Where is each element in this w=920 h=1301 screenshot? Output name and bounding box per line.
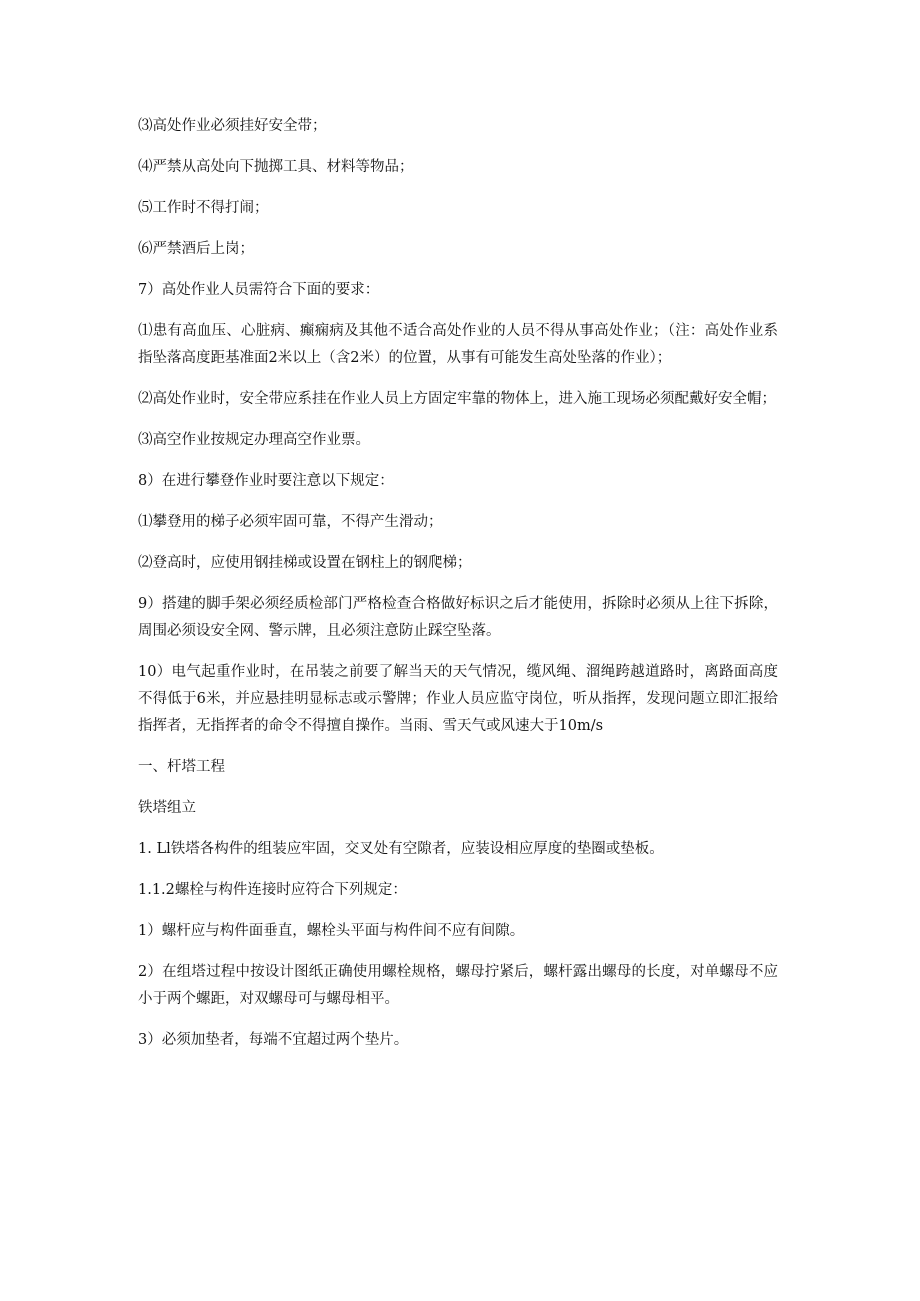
- document-body: [138, 113, 778, 1068]
- paragraph-harness: ⑶高处作业必须挂好安全带；: [138, 118, 327, 134]
- paragraph-bolt-rule-3: 3）必须加垫者，每端不宜超过两个垫片。: [138, 1032, 409, 1048]
- section-8-heading: 8）在进行攀登作业时要注意以下规定：: [138, 473, 394, 489]
- section-9-scaffold: 9）搭建的脚手架必须经质检部门严格检查合格做好标识之后才能使用，拆除时必须从上往下拆除，周围必须设安全网、警示牌，且必须注意防止踩空坠落。: [138, 596, 778, 639]
- paragraph-bolt-rule-1: 1）螺杆应与构件面垂直，螺栓头平面与构件间不应有间隙。: [138, 923, 525, 939]
- paragraph-ladder: ⑴攀登用的梯子必须牢固可靠，不得产生滑动；: [138, 514, 443, 530]
- section-7-heading: 7）高处作业人员需符合下面的要求：: [138, 282, 380, 298]
- paragraph-component-assembly: 1. Ll铁塔各构件的组装应牢固，交叉处有空隙者，应装设相应厚度的垫圈或垫板。: [138, 841, 664, 857]
- subheading-tower-assembly: 铁塔组立: [138, 800, 196, 816]
- paragraph-safety-belt: ⑵高处作业时，安全带应系挂在作业人员上方固定牢靠的物体上，进入施工现场必须配戴好安全帽；: [138, 391, 776, 407]
- chapter-heading-tower-works: 一、杆塔工程: [138, 759, 225, 775]
- paragraph-no-horseplay: ⑸工作时不得打闹；: [138, 200, 269, 216]
- paragraph-no-alcohol: ⑹严禁酒后上岗；: [138, 241, 254, 257]
- paragraph-no-throwing: ⑷严禁从高处向下抛掷工具、材料等物品；: [138, 159, 414, 175]
- paragraph-bolt-rules-heading: 1.1.2螺栓与构件连接时应符合下列规定：: [138, 882, 407, 898]
- paragraph-work-permit: ⑶高空作业按规定办理高空作业票。: [138, 432, 370, 448]
- paragraph-climbing-ladder: ⑵登高时，应使用钢挂梯或设置在钢柱上的钢爬梯；: [138, 555, 472, 571]
- paragraph-bolt-rule-2: 2）在组塔过程中按设计图纸正确使用螺栓规格，螺母拧紧后，螺杆露出螺母的长度，对单螺母不应小于两个螺距，对双螺母可与螺母相平。: [138, 964, 778, 1007]
- paragraph-health-requirement: ⑴患有高血压、心脏病、癫痫病及其他不适合高处作业的人员不得从事高处作业；（注：高处作业系指坠落高度距基准面2米以上（含2米）的位置，从事有可能发生高处坠落的作业）；: [138, 323, 778, 366]
- section-10-lifting: 10）电气起重作业时，在吊装之前要了解当天的天气情况，缆风绳、溜绳跨越道路时，离路面高度不得低于6米，并应悬挂明显标志或示警牌；作业人员应监守岗位，听从指挥，发现问题立即汇报给指挥者，无指挥者的命令不得擅自操作。当雨、雪天气或风速大于10m/s: [138, 664, 778, 734]
